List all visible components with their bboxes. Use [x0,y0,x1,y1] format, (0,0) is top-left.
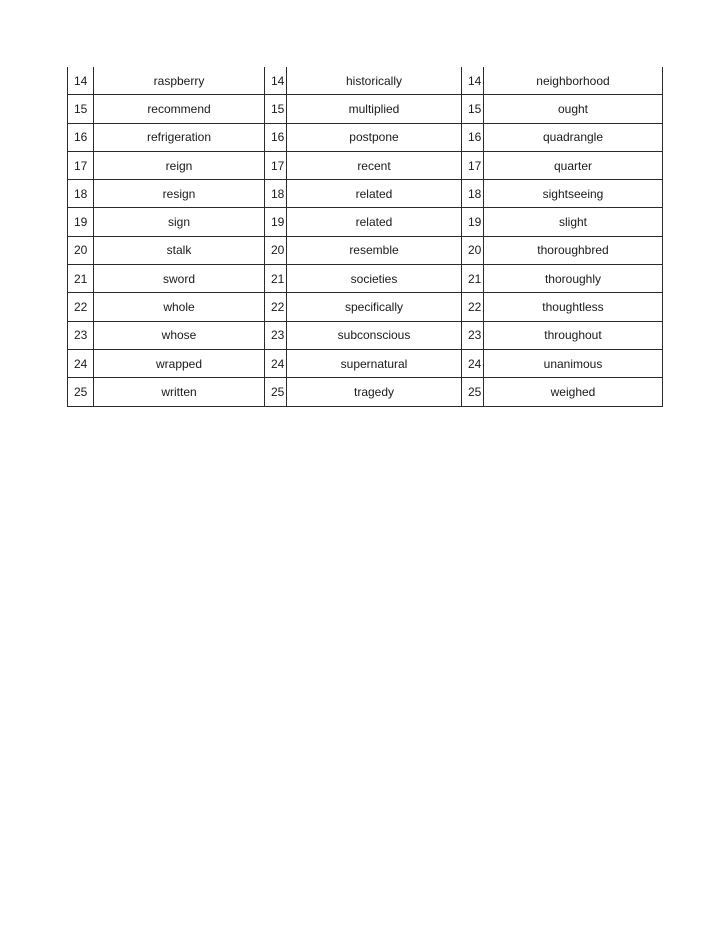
list-2-word: supernatural [287,349,462,377]
table-row [68,378,663,406]
list-1-number: 20 [68,236,94,264]
list-2-number: 25 [265,378,287,406]
list-1-number: 18 [68,180,94,208]
table-row [68,236,663,264]
list-3-number: 25 [462,378,484,406]
list-3-word: thoroughbred [484,236,663,264]
list-3-word: weighed [484,378,663,406]
list-2-word: tragedy [287,378,462,406]
list-2-number: 24 [265,349,287,377]
table-row [68,180,663,208]
list-3-word: ought [484,95,663,123]
list-1-word: raspberry [94,67,265,95]
list-1-word: sign [94,208,265,236]
list-3-number: 16 [462,123,484,151]
table-row [68,123,663,151]
list-1-number: 22 [68,293,94,321]
table-row [68,265,663,293]
list-3-number: 24 [462,349,484,377]
list-2-number: 14 [265,67,287,95]
list-1-number: 19 [68,208,94,236]
list-3-number: 14 [462,67,484,95]
list-2-word: subconscious [287,321,462,349]
list-3-word: thoroughly [484,265,663,293]
list-2-number: 21 [265,265,287,293]
list-1-word: reign [94,151,265,179]
list-3-word: quadrangle [484,123,663,151]
list-2-number: 23 [265,321,287,349]
table-row [68,208,663,236]
table-row [68,349,663,377]
list-1-word: whose [94,321,265,349]
list-1-word: recommend [94,95,265,123]
list-1-number: 15 [68,95,94,123]
list-3-word: throughout [484,321,663,349]
list-3-number: 15 [462,95,484,123]
list-2-number: 17 [265,151,287,179]
table-row [68,151,663,179]
table-row [68,95,663,123]
list-3-number: 19 [462,208,484,236]
list-2-word: related [287,180,462,208]
list-2-number: 22 [265,293,287,321]
table-row [68,67,663,95]
list-2-word: resemble [287,236,462,264]
list-1-word: resign [94,180,265,208]
list-1-number: 16 [68,123,94,151]
list-3-number: 22 [462,293,484,321]
list-1-number: 21 [68,265,94,293]
list-2-number: 20 [265,236,287,264]
list-1-number: 23 [68,321,94,349]
list-3-word: thoughtless [484,293,663,321]
list-3-word: sightseeing [484,180,663,208]
spelling-word-table [67,67,663,407]
list-2-word: societies [287,265,462,293]
list-2-word: multiplied [287,95,462,123]
list-1-word: stalk [94,236,265,264]
list-2-word: postpone [287,123,462,151]
list-3-word: unanimous [484,349,663,377]
list-3-word: slight [484,208,663,236]
list-1-word: whole [94,293,265,321]
list-1-number: 25 [68,378,94,406]
list-1-word: wrapped [94,349,265,377]
list-3-number: 21 [462,265,484,293]
table-row [68,293,663,321]
list-1-word: refrigeration [94,123,265,151]
list-3-number: 23 [462,321,484,349]
list-1-number: 17 [68,151,94,179]
list-3-word: neighborhood [484,67,663,95]
list-2-word: historically [287,67,462,95]
list-3-number: 18 [462,180,484,208]
list-1-word: written [94,378,265,406]
list-3-number: 17 [462,151,484,179]
list-2-number: 16 [265,123,287,151]
list-3-word: quarter [484,151,663,179]
list-2-word: recent [287,151,462,179]
list-2-number: 18 [265,180,287,208]
list-1-number: 24 [68,349,94,377]
list-2-number: 15 [265,95,287,123]
list-1-word: sword [94,265,265,293]
list-3-number: 20 [462,236,484,264]
list-2-word: related [287,208,462,236]
list-1-number: 14 [68,67,94,95]
table-row [68,321,663,349]
list-2-word: specifically [287,293,462,321]
list-2-number: 19 [265,208,287,236]
